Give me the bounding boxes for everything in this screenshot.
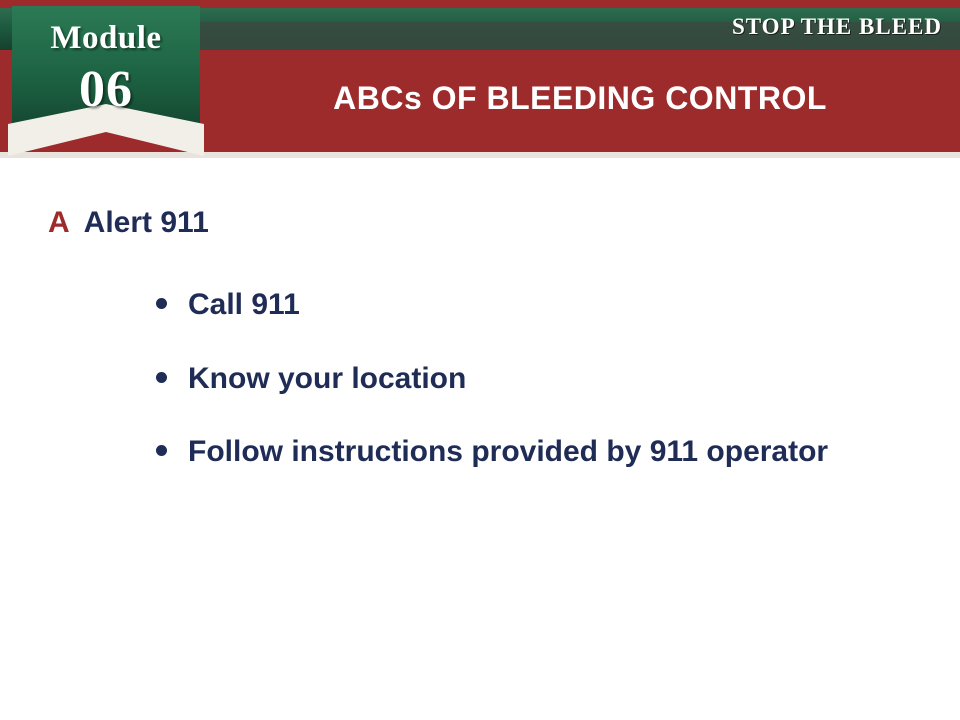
brand-wordmark: STOP THE BLEED xyxy=(731,14,942,39)
step-heading xyxy=(48,205,960,241)
bullet-dot-icon xyxy=(156,372,167,383)
step-title: Alert 911 xyxy=(83,206,209,239)
bullet-dot-icon xyxy=(156,445,167,456)
list-item xyxy=(150,359,868,399)
slide-content xyxy=(0,205,960,506)
list-item-label: Call 911 xyxy=(188,288,300,321)
list-item-label: Know your location xyxy=(188,361,467,395)
list-item xyxy=(150,432,868,472)
bullet-dot-icon xyxy=(156,298,167,309)
module-badge xyxy=(8,4,204,156)
slide-header xyxy=(0,0,960,158)
list-item xyxy=(150,285,868,325)
module-badge-number: 06 xyxy=(79,61,133,118)
bullet-list xyxy=(150,285,960,472)
page-title: ABCs OF BLEEDING CONTROL xyxy=(333,80,827,116)
list-item-label: Follow instructions provided by 911 operator xyxy=(188,435,829,469)
step-letter: A xyxy=(48,206,70,239)
module-badge-label: Module xyxy=(50,20,162,56)
